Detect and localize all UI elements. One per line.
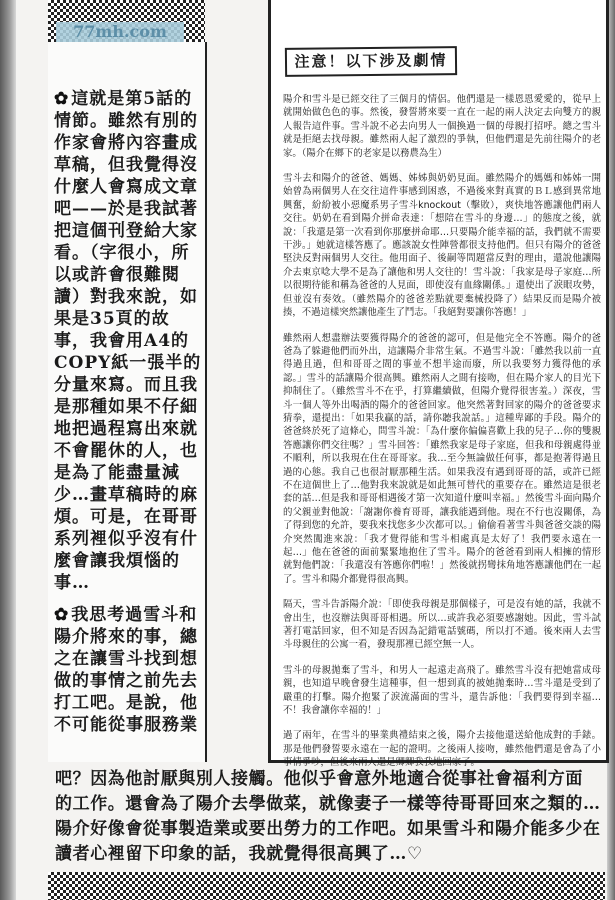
flower-icon: ✿ xyxy=(54,605,70,625)
synopsis-paragraph: 雪斗去和陽介的爸爸、媽媽、姊姊與奶奶見面。雖然陽介的媽媽和姊姊一開始曾為兩個男人在交往這件事感到困惑，不過後來對真實的ＢＬ感到異常地興奮，紛紛被小惡魔系男子雪斗knockout（擊敗），爽快地答應讓他們兩人交往。奶奶在看到陽介拼命表達：「想陪在雪斗的身邊…」的態度之後，就說：「我還是第一次看到你那麼拼命耶…只要陽介能幸福的話，我們就不需要干涉。」她就這樣答應了。應該說女性陣營都很支持他們。但只有陽介的爸爸堅決反對兩個男人交往。他用面子、後嗣等問題當反對的理由，還說他讓陽介去東京唸大學不是為了讓他和男人交往的！雪斗說：「我家是母子家庭…所以很期待能和稱為爸爸的人見面，即使沒有血緣關係。」還使出了淚眼攻勢，但並沒有奏效。（雖然陽介的爸爸差點就要棄械投降了）結果反而是陽介被揍，不過這樣突然讓他產生了鬥志。「我絕對要讓你答應！」 xyxy=(283,173,601,319)
author-note-continued xyxy=(55,767,605,867)
screentone-footer xyxy=(48,872,605,900)
synopsis-paragraph: 雖然兩人想盡辦法要獲得陽介的爸爸的認可，但是他完全不答應。陽介的爸爸為了躲避他們而外出，這讓陽介非常生氣。不過雪斗說：「雖然我以前一直得過且過，但和哥哥之間的事並不想半途而廢，所以我要努力獲得他的承認。」雪斗的話讓陽介很高興。雖然兩人之間有接吻，但在陽介家人的目光下抑制住了。（雖然雪斗不在乎，打算繼續做，但陽介覺得很害羞。）深夜，雪斗一個人等外出喝酒的陽介的爸爸回家。他突然著對回家的陽介的爸爸要求猜拳，還提出：「如果我贏的話，請你聽我說話。」這種卑鄙的手段。陽介的爸爸終於死了這條心，問雪斗說：「為什麼你偏偏喜歡上我的兒子…你的雙親答應讓你們交往嗎？」雪斗回答：「雖然我家是母子家庭，但我和母親處得並不順利，所以我現在住在哥哥家。我…至今無論做任何事，都是抱著得過且過的心態。我自己也很討厭那種生活。如果我沒有遇到哥哥的話，或許已經不在這個世上了…他對我來說就是如此無可替代的重要存在。雖然這是很老套的話…但是我和哥哥相遇後才第一次知道什麼叫幸福。」然後雪斗面向陽介的父親並對他說：「謝謝你養育哥哥，讓我能遇到他。現在不行也沒關係，為了得到您的允許，要我來找您多少次都可以。」偷偷看著雪斗與爸爸交談的陽介突然闖進來說：「我才覺得能和雪斗相處真是太好了！我們要永遠在一起…」他在爸爸的面前緊緊地抱住了雪斗。陽介的爸爸看到兩人相擁的情形就對他們說：「我還沒有答應你們啦！」然後就拐彎抹角地答應讓他們在一起了。雪斗和陽介都覺得很高興。 xyxy=(283,332,601,585)
synopsis-paragraph: 陽介和雪斗是已經交往了三個月的情侶。他們還是一樣恩恩愛愛的，從早上就開始做色色的事。然後，發誓將來要一直在一起的兩人決定去向雙方的親人報告這件事。雪斗說不必去向男人一個換過一個的母親打招呼。總之雪斗就是拒絕去找母親。雖然兩人起了激烈的爭執，但他們還是先前往陽介的老家。（陽介在鄉下的老家是以務農為生） xyxy=(283,94,601,159)
synopsis-paragraph: 隔天，雪斗告訴陽介說：「即使我母親是那個樣子，可是沒有她的話，我就不會出生，也沒辦法與哥哥相遇。所以…或許我必須要感謝她。因此，雪斗試著打電話回家，但不知是否因為記錯電話號碼，所以打不通。後來兩人去雪斗母親住的公寓一看，發現那裡已經空無一人。 xyxy=(283,599,601,651)
author-note-2 xyxy=(54,604,204,736)
text-line: 陽介好像會從事製造業或要出勞力的工作吧。如果雪斗和陽介能多少在 xyxy=(55,819,601,839)
synopsis-box xyxy=(268,0,609,769)
author-notes-column xyxy=(48,42,207,762)
synopsis-paragraph: 雪斗的母親拋棄了雪斗，和男人一起遠走高飛了。雖然雪斗沒有把她當成母親，也知道早晚會發生這種事，但一想到真的被她拋棄時…雪斗還是受到了嚴重的打擊。陽介抱緊了淚流滿面的雪斗，還告訴他：「我們要得到幸福…不！我會讓你幸福的！」 xyxy=(283,664,601,717)
author-note-2-text: 我思考過雪斗和陽介將來的事，總之在讓雪斗找到想做的事情之前先去打工吧。是說，他不可能從事服務業 xyxy=(54,605,198,735)
author-note-1 xyxy=(54,88,204,594)
text-line: 吧？因為他討厭與別人接觸。他似乎會意外地適合從事社會福利方面 xyxy=(55,769,583,789)
page-binding-edge xyxy=(0,0,16,900)
author-note-1-text: 這就是第5話的情節。雖然有別的作家會將內容畫成草稿，但我覺得沒什麼人會寫成文章吧——於是我試著把這個刊登給大家看。（字很小，所以或許會很難閱讀）對我來說，如果是35頁的故事，我會用A4的COPY紙一張半的分量來寫。而且我是那種如果不仔細地把過程寫出來就不會罷休的人，也是為了能盡量減少…畫草稿時的麻煩。可是，在哥哥系列裡似乎沒有什麼會讓我煩惱的事… xyxy=(54,89,202,593)
synopsis-paragraph: 過了兩年，在雪斗的畢業典禮結束之後，陽介去接他還送給他成對的手錶。那是他們發誓要永遠在一起的證明。之後兩人接吻，雖然他們還是會為了小事情爭吵，但後來兩人還是卿卿我我地回家了。 xyxy=(283,730,601,769)
flower-icon: ✿ xyxy=(54,89,70,109)
text-line: 的工作。還會為了陽介去學做菜，就像妻子一樣等待哥哥回來之類的… xyxy=(55,794,601,814)
text-line: 讀者心裡留下印象的話，我就覺得很高興了…♡ xyxy=(55,844,423,864)
spoiler-warning-title: 注意！以下涉及劇情 xyxy=(285,46,457,77)
watermark-logo: 77mh.com xyxy=(56,22,184,42)
synopsis-text xyxy=(283,93,601,782)
